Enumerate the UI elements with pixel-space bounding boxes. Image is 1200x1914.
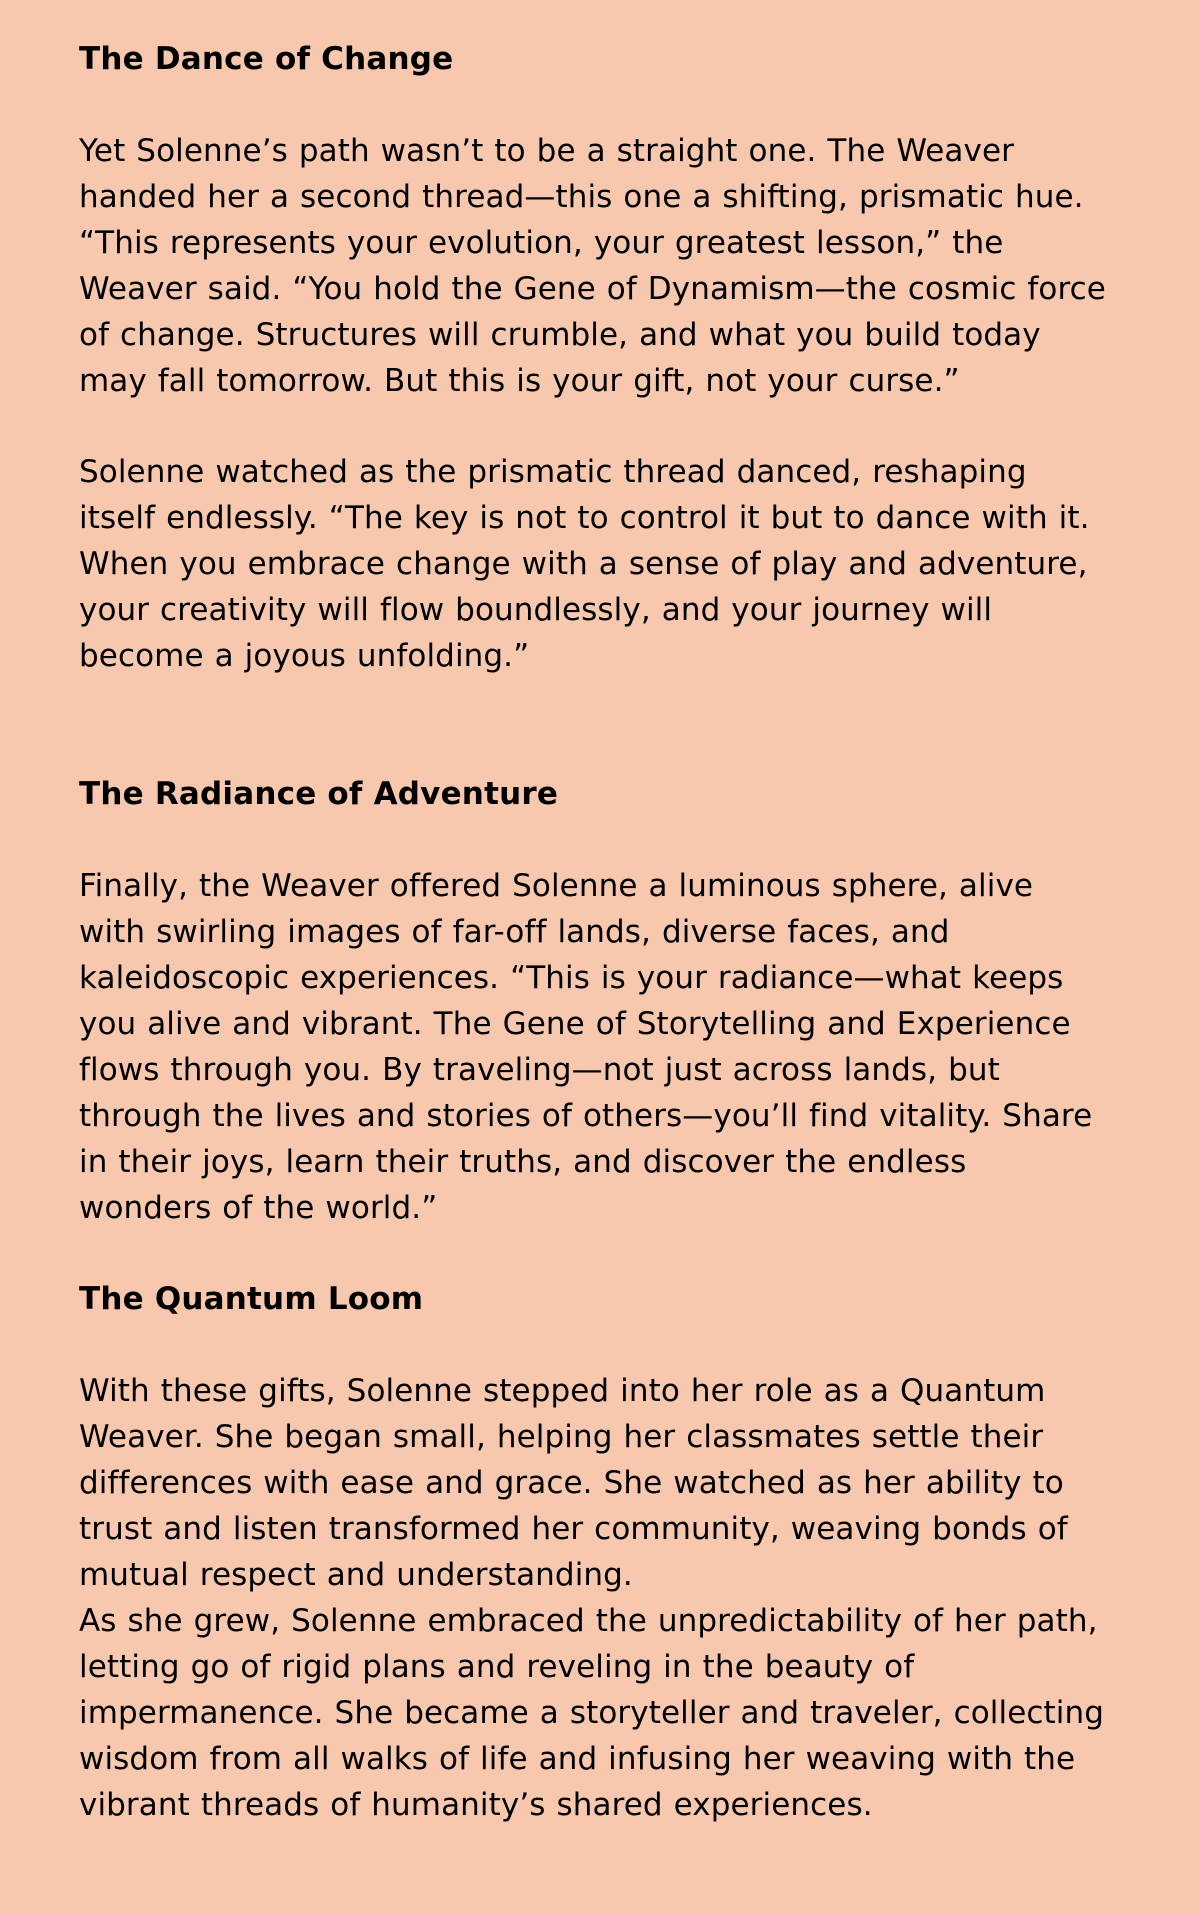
paragraph-dance-of-change-1: Yet Solenne’s path wasn’t to be a straight one. The Weaver handed her a second thread—this one a shifting, prismatic hue. “This represents your evolution, your greatest lesson,” the Weaver said. “You hold the Gene of Dynamism—the cosmic force of change. Structures will crumble, and what you build today may fall tomorrow. But this is your gift, not your curse.”	[79, 133, 1106, 399]
section-title-quantum-loom: The Quantum Loom	[79, 1281, 424, 1317]
paragraph-dance-of-change-2: Solenne watched as the prismatic thread danced, reshaping itself endlessly. “The key is not to control it but to dance with it. When you embrace change with a sense of play and adventure, your creativity will flow boundlessly, and your journey will become a joyous unfolding.”	[79, 454, 1090, 674]
paragraph-quantum-loom-1: With these gifts, Solenne stepped into her role as a Quantum Weaver. She began small, helping her classmates settle their differences with ease and grace. She watched as her ability to trust and listen transformed her community, weaving bonds of mutual respect and understanding.	[79, 1373, 1068, 1593]
paragraph-radiance-of-adventure-1: Finally, the Weaver offered Solenne a luminous sphere, alive with swirling images of far-off lands, diverse faces, and kaleidoscopic experiences. “This is your radiance—what keeps you alive and vibrant. The Gene of Storytelling and Experience flows through you. By traveling—not just across lands, but through the lives and stories of others—you’ll find vitality. Share in their joys, learn their truths, and discover the endless wonders of the world.”	[79, 868, 1093, 1226]
section-title-dance-of-change: The Dance of Change	[79, 41, 454, 77]
paragraph-quantum-loom-2: As she grew, Solenne embraced the unpredictability of her path, letting go of rigid plans and reveling in the beauty of impermanence. She became a storyteller and traveler, collecting wisdom from all walks of life and infusing her weaving with the vibrant threads of humanity’s shared experiences.	[79, 1603, 1105, 1823]
section-title-radiance-of-adventure: The Radiance of Adventure	[79, 776, 559, 812]
